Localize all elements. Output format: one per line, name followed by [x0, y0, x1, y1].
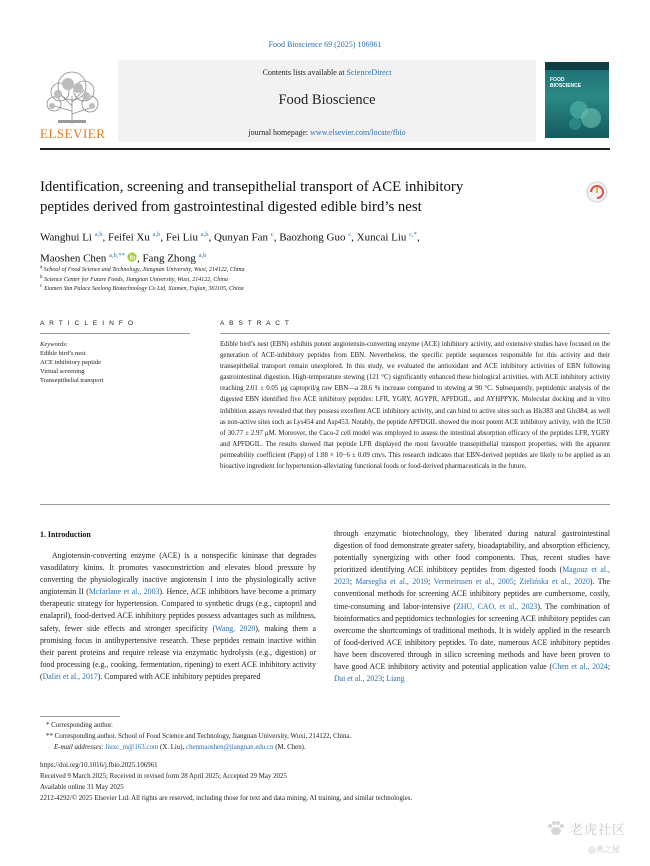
author-affiliation-marker[interactable]: a,b,** [109, 251, 125, 259]
body-right-column [334, 528, 610, 685]
header-bottom-rule [40, 148, 610, 150]
article-info-heading: A R T I C L E I N F O [40, 320, 135, 327]
affiliation-marker: c [40, 284, 43, 289]
orcid-icon[interactable] [127, 252, 137, 262]
author-separator: , [351, 231, 357, 244]
article-title-line-1: Identification, screening and transepithelial transport of ACE inhibitory [40, 179, 464, 195]
citation-link[interactable]: ZHU, CAO, et al., 2023 [456, 601, 538, 611]
cover-title-line-2: BIOSCIENCE [550, 82, 582, 89]
available-online-date: Available online 31 May 2025 [40, 784, 124, 791]
affiliation-text: School of Food Science and Technology, Jiangnan University, Wuxi, 214122, China [43, 267, 245, 273]
intro-paragraph-continued [334, 528, 610, 685]
author-name: Feifei Xu [107, 231, 153, 244]
body-left-column [40, 550, 316, 683]
body-text: ). Hence, ACE inhibitors have become a primary therapeutic strategy for hypertension. Compared to synthetic drugs (e.g., captopril and enalapril), food-derived ACE inhibitory peptides possess advantages such as mildness, safety, fewer side effects and stronger specificity ( [40, 587, 316, 633]
body-text: ). Compared with ACE inhibitory peptides prepared [97, 671, 261, 681]
citation-link[interactable]: Daliri et al., 2017 [42, 671, 98, 681]
author-line-1 [40, 226, 580, 247]
keyword: ACE inhibitory peptide [40, 359, 102, 366]
abstract-rule [220, 333, 610, 334]
homepage-prefix: journal homepage: [248, 128, 311, 137]
body-text: ). The combination of bioinformatics and peptidomics technologies for screening ACE inhibitory peptides can overcome the shortcomings of traditional methods. It is widely applied in the research of food-derived ACE inhibitory peptides. To date, numerous ACE inhibitory peptides have been discovered through in silico screening methods and have been proven to have good ACE inhibitory activity and potential application value ( [334, 601, 610, 672]
body-text: ), making them a promising focus in antihypertensive research. These peptides remain inactive within their parent proteins and require release via enzymatic hydrolysis (e.g., digestion) or food processing (e.g., cooking, fermentation, ripening) to exert ACE inhibitory activity ( [40, 623, 316, 681]
elsevier-tree-logo [40, 66, 104, 126]
email-owner: (M. Chen). [273, 744, 306, 751]
author-name: Maoshen Chen [40, 252, 110, 265]
author-affiliation-marker[interactable]: a,b [198, 251, 207, 259]
affiliation-marker: b [40, 275, 43, 280]
affiliation-text: Science Center for Future Foods, Jiangnan University, Wuxi, 214122, China [44, 277, 228, 283]
abstract-bottom-rule [40, 504, 610, 505]
abstract-body: Edible bird’s nest (EBN) exhibits potent angiotensin-converting enzyme (ACE) inhibitory activity, and extensive studies have focused on the generation of ACE-inhibitory peptides from EBN. Nevertheless, the specific peptide sequences responsible for this activity and their transepithelial transport remain unexplored. In this study, we evaluated the antioxidant and ACE inhibitory activities of EBN following gastrointestinal digestion. High-temperature stewing (121 °C) significantly enhanced these biological activities, with ACE inhibitory activity reaching 2.01 ± 0.05 μg captopril/g raw EBN—a 28.6 % increase compared to stewing at 90 °C. Subsequently, peptidomic analysis of the digested EBN identified five ACE inhibitory peptides: LFR, YGRY, AGYPR, APFDGIL, and AYHPPYK. Molecular docking and in vitro inhibition assays revealed that they possess excellent ACE inhibitory activity, and can bind to active sites such as His383 and Glu384, as well as non-active sites such as Lys454 and Asp453. Notably, the peptide APFDGIL showed the most potent ACE inhibitory activity, with the IC50 of 30.77 ± 2.97 μM. Moreover, the Caco-2 cell model was employed to assess the intestinal absorption efficacy of the peptides LFR, YGRY and APFDGIL. The results showed that peptide LFR displayed the most favorable transepithelial transport properties, with the apparent permeability coefficient (Papp) of 1.88 × 10−6 ± 0.09 cm/s. This research indicates that EBN-derived peptides are likely to be applied as an bioactive ingredient for hypertension-alleviating functional foods or food-derived pharmaceuticals in the future. [220, 341, 610, 471]
body-text: ; [349, 577, 356, 587]
author-separator: , [273, 231, 280, 244]
check-for-updates-icon[interactable] [584, 180, 610, 210]
body-text: ). The conventional methods for screening ACE inhibitory peptides are cumbersome, costly, time-consuming and labor-intensive ( [334, 577, 611, 611]
abstract-heading: A B S T R A C T [220, 320, 291, 327]
journal-cover-image[interactable] [545, 62, 609, 138]
journal-homepage [118, 128, 536, 137]
author-affiliation-marker[interactable]: c [270, 231, 274, 238]
tiger-paw-icon [546, 820, 566, 836]
sciencedirect-link[interactable]: ScienceDirect [346, 68, 392, 77]
watermark-handle: @燕之屋 [588, 845, 620, 854]
affiliation-b [40, 275, 600, 283]
citation-link[interactable]: Magouz et al., 2023 [334, 565, 610, 587]
citation-link[interactable]: Liang [386, 674, 405, 684]
author-separator: , [136, 252, 143, 265]
article-title-line-2: peptides derived from gastrointestinal digested edible bird’s nest [40, 199, 422, 215]
contents-availability [118, 68, 536, 77]
email-label: E-mail addresses: [54, 744, 106, 751]
author-separator: , [160, 231, 166, 244]
body-text: ; [513, 577, 520, 587]
email-owner: (X. Liu), [158, 744, 187, 751]
cover-artwork [565, 96, 605, 134]
author-list [40, 226, 580, 267]
body-text: ; [607, 662, 611, 672]
author-separator: , [208, 231, 214, 244]
author-separator: , [416, 231, 420, 244]
journal-name: Food Bioscience [278, 92, 376, 108]
keyword: Edible bird’s nest [40, 350, 86, 357]
affiliation-c [40, 284, 600, 292]
email-link-chen[interactable]: chenmaoshen@jiangnan.edu.cn [186, 744, 274, 751]
journal-reference[interactable]: Food Bioscience 69 (2025) 106961 [268, 40, 382, 49]
author-affiliation-marker[interactable]: a,b [152, 231, 161, 238]
citation-link[interactable]: Marseglia et al., 2019 [355, 577, 429, 587]
article-history: Received 9 March 2025; Received in revised form 28 April 2025; Accepted 29 May 2025 [40, 773, 287, 780]
footnote-corresponding-2: ** Corresponding author. School of Food Science and Technology, Jiangnan University, Wuxi, 214122, China. [46, 733, 352, 740]
author-name: Qunyan Fan [213, 231, 271, 244]
author-affiliation-marker[interactable]: a,b [200, 231, 209, 238]
article-info-rule [40, 333, 190, 334]
affiliation-text: Xiamen Yan Palace Seelong Biotechnology Co Ltd, Xiamen, Fujian, 361105, China [43, 286, 244, 292]
watermark-text: 老虎社区 [570, 823, 627, 838]
body-text: ; [382, 674, 387, 684]
cover-title [550, 78, 581, 89]
author-name: Xuncai Liu [356, 231, 410, 244]
footnote-rule [40, 716, 120, 717]
body-text: through enzymatic biotechnology, they liberated during natural gastrointestinal digestion of food demonstrate greater safety, bioadaptability, and absorption efficiency, potentially synergizing with other food components. Thus, recent studies have prioritized identifying ACE inhibitory peptides from digested foods ( [334, 529, 610, 575]
citation-link[interactable]: Chen et al., 2024 [552, 662, 608, 672]
keywords-title: Keywords: [40, 341, 68, 348]
author-affiliation-marker[interactable]: c [348, 231, 352, 238]
affiliation-marker: a [40, 265, 43, 270]
introduction-heading: 1. Introduction [40, 530, 91, 539]
affiliation-a [40, 265, 600, 273]
email-link-liu[interactable]: liuxc_m@163.com [105, 744, 159, 751]
contents-prefix: Contents lists available at [262, 68, 347, 77]
article-title [40, 177, 560, 217]
footnote-corresponding-1: * Corresponding author. [46, 722, 113, 729]
author-affiliation-marker[interactable]: a,b [94, 231, 103, 238]
cover-top-bar [545, 62, 609, 70]
keyword: Transepithelial transport [40, 377, 104, 384]
author-separator: , [102, 231, 108, 244]
body-text: ; [428, 577, 434, 587]
doi-link[interactable]: https://doi.org/10.1016/j.fbio.2025.106961 [40, 762, 158, 769]
citation-link[interactable]: Dai et al., 2023 [334, 674, 383, 684]
citation-link[interactable]: Wang, 2020 [215, 623, 256, 633]
author-affiliation-marker[interactable]: c,* [409, 231, 417, 238]
author-name: Fang Zhong [142, 252, 199, 265]
citation-link[interactable]: Zielińska et al., 2020 [519, 577, 590, 587]
citation-link[interactable]: Mcfarlane et al., 2003 [88, 587, 160, 597]
body-text: Angiotensin-converting enzyme (ACE) is a nonspecific kininase that degrades vasodilatory kinins. It promotes vasoconstriction and elevates blood pressure by converting the physiologically inactive angiotensin I into the physiologically active angiotensin II ( [40, 551, 316, 597]
author-name: Fei Liu [165, 231, 201, 244]
footnote-emails [54, 744, 306, 751]
publisher-name: ELSEVIER [40, 126, 106, 141]
author-name: Baozhong Guo [279, 231, 349, 244]
copyright-notice: 2212-4292/© 2025 Elsevier Ltd. All rights are reserved, including those for text and data mining, AI training, and similar technologies. [40, 795, 413, 802]
intro-paragraph [40, 550, 316, 683]
homepage-link[interactable]: www.elsevier.com/locate/fbio [310, 128, 406, 137]
cover-title-line-1: FOOD [550, 77, 565, 83]
keyword: Virtual screening [40, 368, 85, 375]
citation-link[interactable]: Vermeirssen et al., 2005 [433, 577, 514, 587]
author-name: Wanghui Li [40, 231, 95, 244]
